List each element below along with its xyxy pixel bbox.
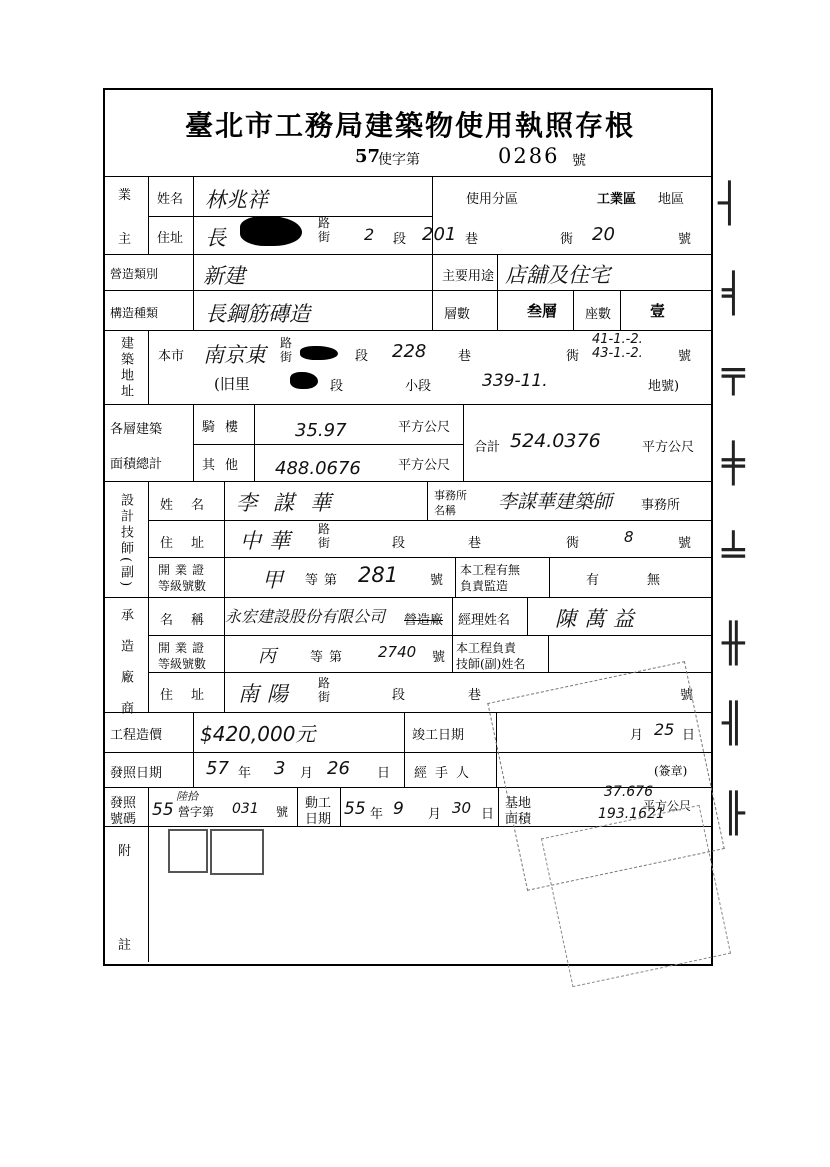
rule [148, 520, 711, 521]
contractor-addr-label: 住址 [160, 688, 223, 703]
contractor-license-no: 號 [432, 650, 446, 665]
rule [497, 254, 498, 330]
rule [103, 330, 711, 331]
rule [148, 481, 149, 712]
designer-office-suffix: 事務所 [641, 498, 681, 513]
permit-value: 55 [152, 800, 174, 820]
area-label-2: 面積總計 [110, 457, 163, 472]
margin-glyph: ┤ [718, 180, 741, 225]
designer-no-value: 8 [624, 528, 634, 546]
use-zone-value: 工業區 [597, 192, 637, 207]
start-year-label: 年 [370, 807, 384, 822]
site-subsection-label: 小段 [405, 379, 432, 394]
owner-name-label: 姓名 [157, 192, 184, 207]
issue-month: 3 [274, 758, 286, 779]
designer-license-num: 281 [358, 563, 399, 587]
area-total-value: 524.0376 [510, 430, 601, 452]
designer-alley-label: 衖 [566, 536, 580, 551]
arcade-label: 騎樓 [202, 420, 249, 435]
margin-glyph: ╢ [722, 700, 745, 745]
start-day: 30 [452, 799, 472, 817]
use-zone-label: 使用分區 [466, 192, 519, 207]
rule [193, 444, 463, 445]
area-total-label: 合計 [474, 440, 501, 455]
rule [455, 557, 456, 597]
rule [224, 481, 225, 712]
issue-month-label: 月 [300, 766, 314, 781]
rule [148, 787, 149, 826]
completion-month-label: 月 [630, 728, 644, 743]
rule [148, 176, 149, 254]
owner-addr-lane: 201 [422, 224, 457, 245]
site-city: 本市 [158, 349, 185, 364]
contractor-no-label: 號 [680, 688, 694, 703]
designer-license-grade: 甲 [262, 568, 283, 592]
owner-addr-road-label: 路 街 [318, 216, 331, 244]
designer-license-label-1: 開業證 [158, 563, 210, 577]
contractor-license-label-2: 等級號數 [158, 657, 207, 671]
site-old-prefix: (旧里 [214, 375, 250, 393]
completion-day-label: 日 [682, 728, 696, 743]
notes-label-top: 附 [118, 844, 132, 859]
issue-year: 57 [206, 758, 229, 779]
construction-type-label: 營造類別 [110, 267, 159, 281]
start-year: 55 [344, 799, 366, 819]
contractor-license-word: 等第 [310, 650, 349, 665]
floors-label: 層數 [444, 307, 471, 322]
rule [297, 787, 298, 826]
number-prefix: 57 [355, 146, 381, 167]
site-alley-label: 衖 [566, 349, 580, 364]
contractor-addr-value: 南陽 [238, 682, 296, 706]
designer-section-label: 段 [392, 536, 406, 551]
structure-label: 構造種類 [110, 306, 159, 320]
structure-value: 長鋼筋磚造 [205, 302, 310, 326]
rule [527, 597, 528, 635]
margin-glyph: ╤ [722, 350, 745, 395]
permit-no-label: 號 [276, 805, 289, 819]
base-unit: 平方公尺 [643, 799, 692, 813]
issue-label: 發照日期 [110, 766, 163, 781]
main-use-value: 店舖及住宅 [505, 263, 610, 287]
number-word: 使字第 [378, 152, 420, 168]
owner-label-top: 業 [118, 188, 132, 203]
margin-glyph: ╡ [722, 270, 745, 315]
owner-addr-no-label: 號 [678, 232, 692, 247]
rule [103, 404, 711, 405]
base-label-2: 面積 [505, 812, 532, 827]
site-section-label: 段 [355, 349, 369, 364]
site-old-section-label: 段 [330, 379, 344, 394]
contractor-lane-label: 巷 [468, 688, 482, 703]
permit-num: 031 [232, 801, 259, 817]
issue-day-label: 日 [377, 766, 391, 781]
rule [254, 404, 255, 481]
ink-blot [240, 216, 302, 246]
area-label-1: 各層建築 [110, 422, 163, 437]
rule [549, 557, 550, 597]
owner-addr-label: 住址 [157, 231, 184, 246]
margin-glyph: ╪ [722, 440, 745, 485]
designer-road-label: 路 街 [318, 522, 331, 550]
area-total-unit: 平方公尺 [642, 440, 695, 455]
rule [620, 290, 621, 330]
base-value-1: 37.676 [604, 784, 653, 800]
handler-label: 經手人 [414, 766, 478, 781]
rule [103, 254, 711, 255]
designer-office-label-1: 事務所 [434, 489, 467, 502]
construction-type-value: 新建 [203, 264, 245, 288]
margin-glyph: ╧ [722, 530, 745, 575]
site-lot-label: 地號) [648, 379, 680, 394]
designer-license-no: 號 [430, 573, 444, 588]
owner-addr-alley-label: 衖 [560, 232, 574, 247]
seal-stamp [210, 829, 264, 875]
buildings-value: 壹 [650, 302, 666, 320]
main-use-label: 主要用途 [442, 269, 495, 284]
issue-day: 26 [327, 758, 350, 779]
rule [148, 216, 432, 217]
permit-word: 營字第 [178, 805, 215, 819]
owner-label-bottom: 主 [118, 232, 132, 247]
issue-year-label: 年 [238, 766, 252, 781]
owner-addr-lane-label: 巷 [465, 232, 479, 247]
manager-value: 陳萬益 [555, 607, 642, 631]
base-label-1: 基地 [505, 796, 532, 811]
rule [463, 404, 464, 481]
rule [148, 557, 711, 558]
designer-lane-label: 巷 [468, 536, 482, 551]
buildings-label: 座數 [585, 307, 612, 322]
designer-addr-label: 住址 [160, 536, 223, 551]
contractor-name-struck: 營造廠 [404, 613, 444, 628]
contractor-license-label-1: 開業證 [158, 641, 210, 655]
supervision-label-2: 負責監造 [460, 579, 509, 593]
supervision-label-1: 本工程有無 [460, 563, 521, 577]
site-road-value: 南京東 [203, 343, 266, 367]
rule [103, 481, 711, 482]
owner-addr-section-label: 段 [393, 232, 407, 247]
site-lane-num: 228 [392, 341, 427, 362]
use-zone-suffix: 地區 [658, 192, 685, 207]
ink-blot [300, 346, 338, 360]
ink-blot [290, 372, 318, 389]
contractor-name-label: 名稱 [160, 613, 223, 628]
rule [340, 787, 341, 826]
floors-value: 叁層 [527, 302, 558, 320]
rule [193, 404, 194, 481]
site-nos: 41-1.-2. 43-1.-2. [592, 332, 643, 361]
rule [148, 826, 149, 962]
number-suffix: 號 [572, 153, 586, 169]
rule [432, 176, 433, 330]
tech-label-2: 技師(副)姓名 [456, 657, 526, 671]
owner-addr-value: 長 [205, 226, 226, 250]
rule [193, 254, 194, 330]
rule [573, 290, 574, 330]
designer-no-label: 號 [678, 536, 692, 551]
owner-addr-section: 2 [364, 225, 375, 244]
cost-label: 工程造價 [110, 728, 163, 743]
permit-value-annot: 陸拾 [176, 790, 198, 803]
designer-addr-value: 中華 [240, 529, 298, 553]
notes-label-bottom: 註 [118, 938, 132, 953]
base-value-2: 193.1621 [598, 806, 665, 822]
site-no-label: 號 [678, 349, 692, 364]
rule [498, 787, 499, 826]
other-label: 其他 [202, 458, 249, 473]
permit-label-1: 發照 [110, 796, 137, 811]
tech-label-1: 本工程負責 [456, 641, 517, 655]
contractor-label: 承造廠商 [118, 608, 133, 732]
contractor-road-label: 路 街 [318, 676, 331, 704]
rule [427, 481, 428, 520]
designer-label: 設計技師(副) [118, 493, 133, 590]
site-lot-num: 339-11. [482, 371, 548, 391]
start-label-2: 日期 [305, 812, 332, 827]
permit-label-2: 號碼 [110, 812, 137, 827]
rule [193, 712, 194, 787]
start-label-1: 動工 [305, 796, 332, 811]
designer-license-word: 等第 [305, 573, 344, 588]
designer-name-value: 李謀華 [236, 491, 347, 515]
sign-label: (簽章) [654, 764, 688, 778]
cost-value: $420,000元 [200, 722, 316, 746]
rule [193, 176, 194, 254]
start-month: 9 [393, 799, 404, 819]
site-label: 建築地址 [118, 336, 133, 400]
contractor-license-grade: 丙 [258, 646, 276, 667]
arcade-unit: 平方公尺 [398, 420, 451, 435]
designer-office-label-2: 名稱 [434, 504, 456, 517]
designer-license-label-2: 等級號數 [158, 579, 207, 593]
manager-label: 經理姓名 [458, 613, 511, 628]
rule [452, 597, 453, 672]
site-lane-label: 巷 [458, 349, 472, 364]
document-number: 0286 [498, 144, 560, 168]
designer-office-value: 李謀華建築師 [498, 491, 613, 513]
rule [148, 635, 711, 636]
supervision-value: 有 [586, 573, 600, 588]
rule [404, 712, 405, 787]
start-month-label: 月 [428, 807, 442, 822]
document-title: 臺北市工務局建築物使用執照存根 [184, 109, 635, 142]
designer-name-label: 姓名 [160, 498, 223, 513]
rule [103, 597, 711, 598]
site-road-label: 路 街 [280, 336, 293, 364]
rule [148, 330, 149, 404]
margin-glyph: ╟ [722, 790, 745, 835]
owner-name-value: 林兆祥 [205, 188, 268, 212]
rule [103, 176, 711, 177]
contractor-name-value: 永宏建設股份有限公司 [225, 607, 386, 626]
completion-day: 25 [654, 720, 675, 739]
contractor-license-num: 2740 [378, 643, 417, 661]
arcade-value: 35.97 [295, 420, 347, 441]
completion-label: 竣工日期 [412, 728, 465, 743]
other-value: 488.0676 [275, 458, 361, 479]
supervision-suffix: 無 [647, 573, 661, 588]
owner-addr-no: 20 [592, 224, 615, 245]
start-day-label: 日 [481, 807, 495, 822]
seal-stamp [168, 829, 208, 873]
contractor-section-label: 段 [392, 688, 406, 703]
margin-glyph: ╫ [722, 620, 745, 665]
rule [548, 635, 549, 672]
other-unit: 平方公尺 [398, 458, 451, 473]
